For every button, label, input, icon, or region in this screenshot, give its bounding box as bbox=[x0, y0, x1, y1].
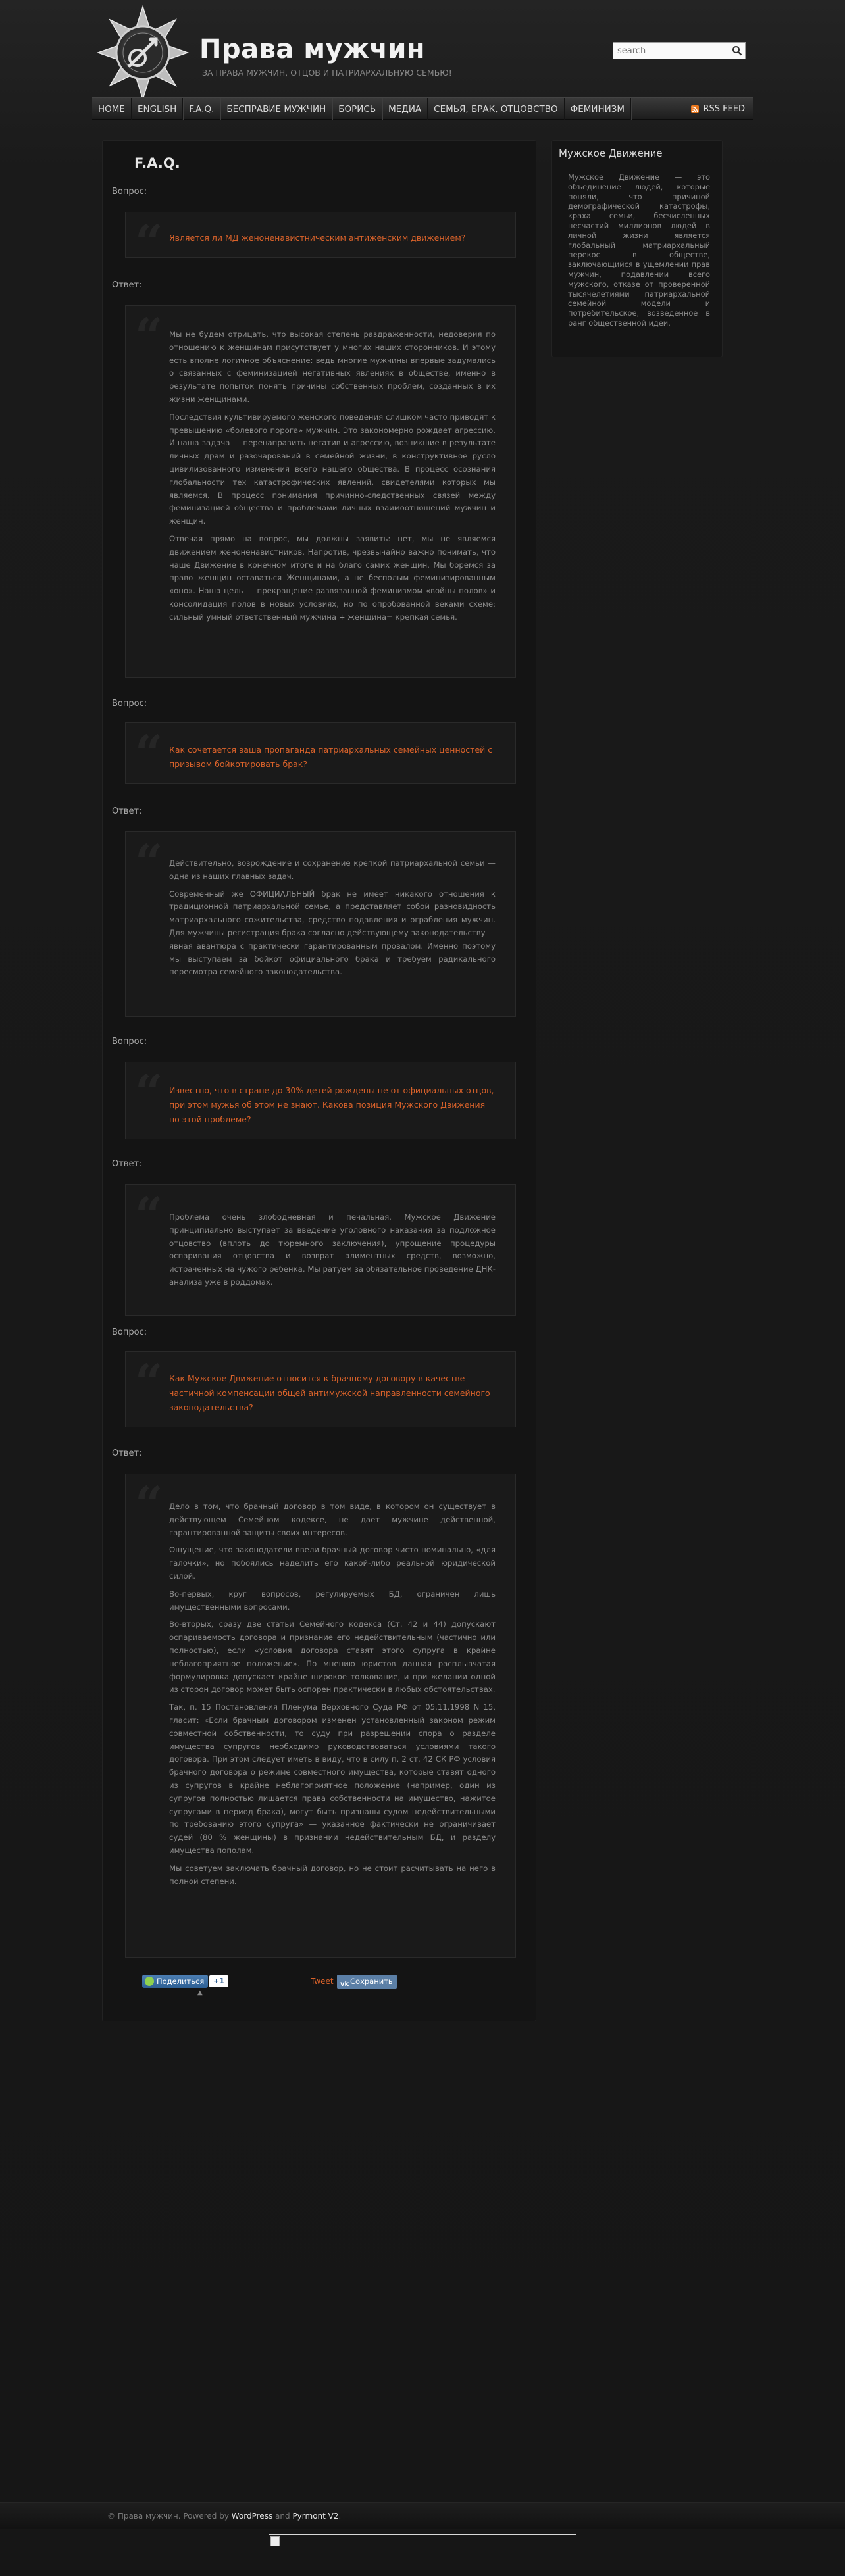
nav-item-media[interactable]: МЕДИА bbox=[382, 98, 428, 120]
search-box bbox=[613, 42, 746, 59]
nav-item-feminism[interactable]: ФЕМИНИЗМ bbox=[565, 98, 631, 120]
footer-and: and bbox=[275, 2512, 290, 2521]
wordpress-link[interactable]: WordPress bbox=[231, 2512, 273, 2521]
vk-save-label: Сохранить bbox=[350, 1977, 393, 1986]
question-label: Вопрос: bbox=[112, 699, 147, 708]
nav-bar bbox=[92, 97, 753, 120]
tweet-button[interactable]: Tweet bbox=[311, 1977, 334, 1986]
rss-label: RSS FEED bbox=[703, 104, 745, 114]
question-label: Вопрос: bbox=[112, 1037, 147, 1047]
main-content bbox=[102, 140, 536, 2021]
share-bar bbox=[142, 1972, 511, 1998]
question-label: Вопрос: bbox=[112, 1327, 147, 1337]
search-input[interactable] bbox=[613, 43, 727, 59]
footer-credits bbox=[107, 2512, 341, 2521]
answer-box bbox=[125, 1474, 516, 1958]
question-box bbox=[125, 212, 516, 272]
answer-box bbox=[125, 305, 516, 678]
footer-copyright: © Права мужчин. Powered by bbox=[107, 2512, 229, 2521]
share-label: Поделиться bbox=[157, 1977, 205, 1986]
answer-paragraph: Мы советуем заключать брачный договор, но не стоит расчитывать на него в полной степени. bbox=[169, 1863, 496, 1886]
answer-label: Ответ: bbox=[112, 1449, 142, 1458]
answer-paragraph: Дело в том, что брачный договор в том виде, в котором он существует в действующем Семейном кодексе, не дает мужчине действенной, гарантированной защиты своих интересов. bbox=[169, 1502, 496, 1537]
answer-paragraph: Действительно, возрождение и сохранение крепкой патриархальной семьи — одна из наших главных задач. bbox=[169, 858, 496, 881]
sidebar-text: Мужское Движение — это объединение людей, которые поняли, что причиной демографической катастрофы, краха семьи, бесчисленных несчастий миллионов людей в личной жизни является глобальный матриархальный перекос в обществе, заключающийся в ущемлении прав мужчин, подавлении всего мужского, отказе от проверенной тысячелетиями патриархальной семейной модели и потребительское, возведенное в ранг общественной идеи. bbox=[568, 172, 710, 328]
quote-icon: “ bbox=[135, 1477, 163, 1533]
footer bbox=[0, 2502, 845, 2529]
question-text[interactable]: Известно, что в стране до 30% детей рождены не от официальных отцов, при этом мужья об этом не знают. Какова позиция Мужского Движения по этой проблеме? bbox=[169, 1085, 494, 1124]
nav-item-family[interactable]: СЕМЬЯ, БРАК, ОТЦОВСТВО bbox=[428, 98, 564, 120]
question-text[interactable]: Как Мужское Движение относится к брачному договору в качестве частичной компенсации общей антимужской направленности семейного законодательства? bbox=[169, 1374, 490, 1412]
theme-link[interactable]: Pyrmont V2 bbox=[292, 2512, 339, 2521]
answer-paragraph: Мы не будем отрицать, что высокая степень раздраженности, недоверия по отношению к женщинам присутствует у многих наших сторонников. И этому есть вполне логичное объяснение: ведь многие мужчины впервые задумались о связанных с феминизацией негативных явлениях в обществе, именно в результате попыток понять причины собственных проблем, созданных в их жизни женщинами. bbox=[169, 330, 496, 404]
site-header bbox=[95, 0, 754, 99]
nav-item-home[interactable]: HOME bbox=[92, 98, 132, 120]
sidebar-title: Мужское Движение bbox=[559, 147, 663, 159]
page-title: F.A.Q. bbox=[134, 155, 180, 171]
nav-item-english[interactable]: ENGLISH bbox=[132, 98, 183, 120]
broken-image-icon bbox=[270, 2536, 280, 2546]
answer-paragraph: Ощущение, что законодатели ввели брачный договор чисто номинально, «для галочки», но побоялись наделить его какой-либо реальной юридической силой. bbox=[169, 1545, 496, 1581]
answer-label: Ответ: bbox=[112, 280, 142, 290]
quote-icon: “ bbox=[135, 1065, 163, 1122]
rss-feed-link[interactable] bbox=[691, 98, 745, 120]
question-box bbox=[125, 1351, 516, 1427]
nav-item-fight[interactable]: БОРИСЬ bbox=[332, 98, 382, 120]
question-text[interactable]: Как сочетается ваша пропаганда патриархальных семейных ценностей с призывом бойкотировать брак? bbox=[169, 745, 493, 769]
footer-suffix: . bbox=[338, 2512, 342, 2521]
main-navigation bbox=[0, 95, 845, 122]
rss-icon bbox=[691, 105, 699, 113]
nav-menu bbox=[92, 98, 631, 120]
site-logo-emblem[interactable] bbox=[95, 5, 191, 101]
vk-icon: vk bbox=[340, 1981, 349, 1988]
answer-paragraph: Отвечая прямо на вопрос, мы должны заявить: нет, мы не являемся движением женоненавистников. Напротив, чрезвычайно важно понимать, что наше Движение в конечном итоге и на благо самих женщин. Мы боремся за право женщин оставаться Женщинами, а не бесполым феминизированным «оно». Наша цель — прекращение развязанной феминизмом «войны полов» и консолидация полов в новых условиях, но по опробованной веками схеме: сильный умный ответственный мужчина + женщина= крепкая семья. bbox=[169, 533, 496, 622]
answer-label: Ответ: bbox=[112, 1159, 142, 1169]
answer-paragraph: Во-первых, круг вопросов, регулируемых БД, ограничен лишь имущественными вопросами. bbox=[169, 1589, 496, 1612]
question-label: Вопрос: bbox=[112, 187, 147, 197]
question-box bbox=[125, 1062, 516, 1139]
answer-box bbox=[125, 831, 516, 1017]
quote-icon: “ bbox=[135, 726, 163, 782]
chevron-down-icon[interactable]: ▲ bbox=[197, 1989, 203, 1996]
answer-paragraph: Во-вторых, сразу две статьи Семейного кодекса (Ст. 42 и 44) допускают оспариваемость договора и признание его недействительным (частично или полностью), если «условия договора ставят этого супруга в крайне неблагоприятное положение». По мнению юристов данная расплывчатая формулировка допускает крайне широкое толкование, и при желании одной из сторон договор может быть оспорен практически в любых обстоятельствах. bbox=[169, 1620, 496, 1695]
quote-icon: “ bbox=[135, 835, 163, 891]
answer-paragraph: Так, п. 15 Постановления Пленума Верховного Суда РФ от 05.11.1998 N 15, гласит: «Если брачным договором изменен установленный законом режим совместной собственности, то суду при разрешении спора о разделе имущества супругов необходимо руководствоваться условиями такого договора. При этом следует иметь в виду, что в силу п. 2 ст. 42 СК РФ условия брачного договора о режиме совместного имущества, которые ставят одного из супругов в крайне неблагоприятное положение (например, один из супругов полностью лишается права собственности на имущество, нажитое супругами в период брака), могут быть признаны судом недействительными по требованию этого супруга» — указанное фактически не ограничивает судей (80 % женщины) в признании недействительным БД, и разделу имущества пополам. bbox=[169, 1702, 496, 1855]
answer-label: Ответ: bbox=[112, 806, 142, 816]
answer-box bbox=[125, 1184, 516, 1316]
answer-paragraph: Последствия культивируемого женского поведения слишком часто приводят к превышению «болевого порога» мужчин. Это закономерно рождает агрессию. И наша задача — перенаправить негатив и агрессию, возникшие в результате личных драм и разочарований в семейной жизни, в конструктивное русло цивилизованного изменения всего нашего общества. В процесс осознания глобальности тех катастрофических явлений, свидетелями которых мы являемся. В процесс понимания причинно-следственных связей между феминизацией общества и проблемами личных взаимоотношений мужчин и женщин. bbox=[169, 412, 496, 526]
nav-item-men-rights-abuse[interactable]: БЕСПРАВИЕ МУЖЧИН bbox=[220, 98, 332, 120]
site-title[interactable]: Права мужчин bbox=[199, 34, 426, 64]
vk-save-button[interactable] bbox=[337, 1975, 397, 1989]
share-count: +1 bbox=[209, 1975, 228, 1987]
share-button[interactable] bbox=[142, 1975, 208, 1988]
search-icon[interactable] bbox=[732, 45, 742, 56]
answer-paragraph: Современный же ОФИЦИАЛЬНЫЙ брак не имеет никакого отношения к традиционной патриархальной семье, а представляет собой разновидность матриархального сожительства, средство подавления и ограбления мужчин. Для мужчины регистрация брака согласно действующему законодательству — явная авантюра с практически гарантированным провалом. Именно поэтому мы выступаем за бойкот официального брака и требуем радикального пересмотра семейного законодательства. bbox=[169, 889, 496, 977]
banner-ad-frame[interactable] bbox=[269, 2534, 576, 2573]
quote-icon: “ bbox=[135, 215, 163, 272]
quote-icon: “ bbox=[135, 309, 163, 365]
quote-icon: “ bbox=[135, 1354, 163, 1411]
question-text[interactable]: Является ли МД женоненавистническим антиженским движением? bbox=[169, 233, 466, 243]
question-box bbox=[125, 722, 516, 784]
answer-paragraph: Проблема очень злободневная и печальная. Мужское Движение принципиально выступает за введение уголовного наказания за подложное отцовство (вплоть до тюремного заключения), упрощение процедуры оспаривания отцовства и возврат алиментных средств, возможно, истраченных на чужого ребенка. Мы ратуем за обязательное проведение ДНК-анализа уже в роддомах. bbox=[169, 1212, 496, 1287]
quote-icon: “ bbox=[135, 1187, 163, 1244]
nav-item-faq[interactable]: F.A.Q. bbox=[183, 98, 220, 120]
sidebar-widget bbox=[551, 140, 723, 357]
site-description: ЗА ПРАВА МУЖЧИН, ОТЦОВ И ПАТРИАРХАЛЬНУЮ СЕМЬЮ! bbox=[202, 68, 452, 78]
share-globe-icon bbox=[145, 1977, 154, 1986]
